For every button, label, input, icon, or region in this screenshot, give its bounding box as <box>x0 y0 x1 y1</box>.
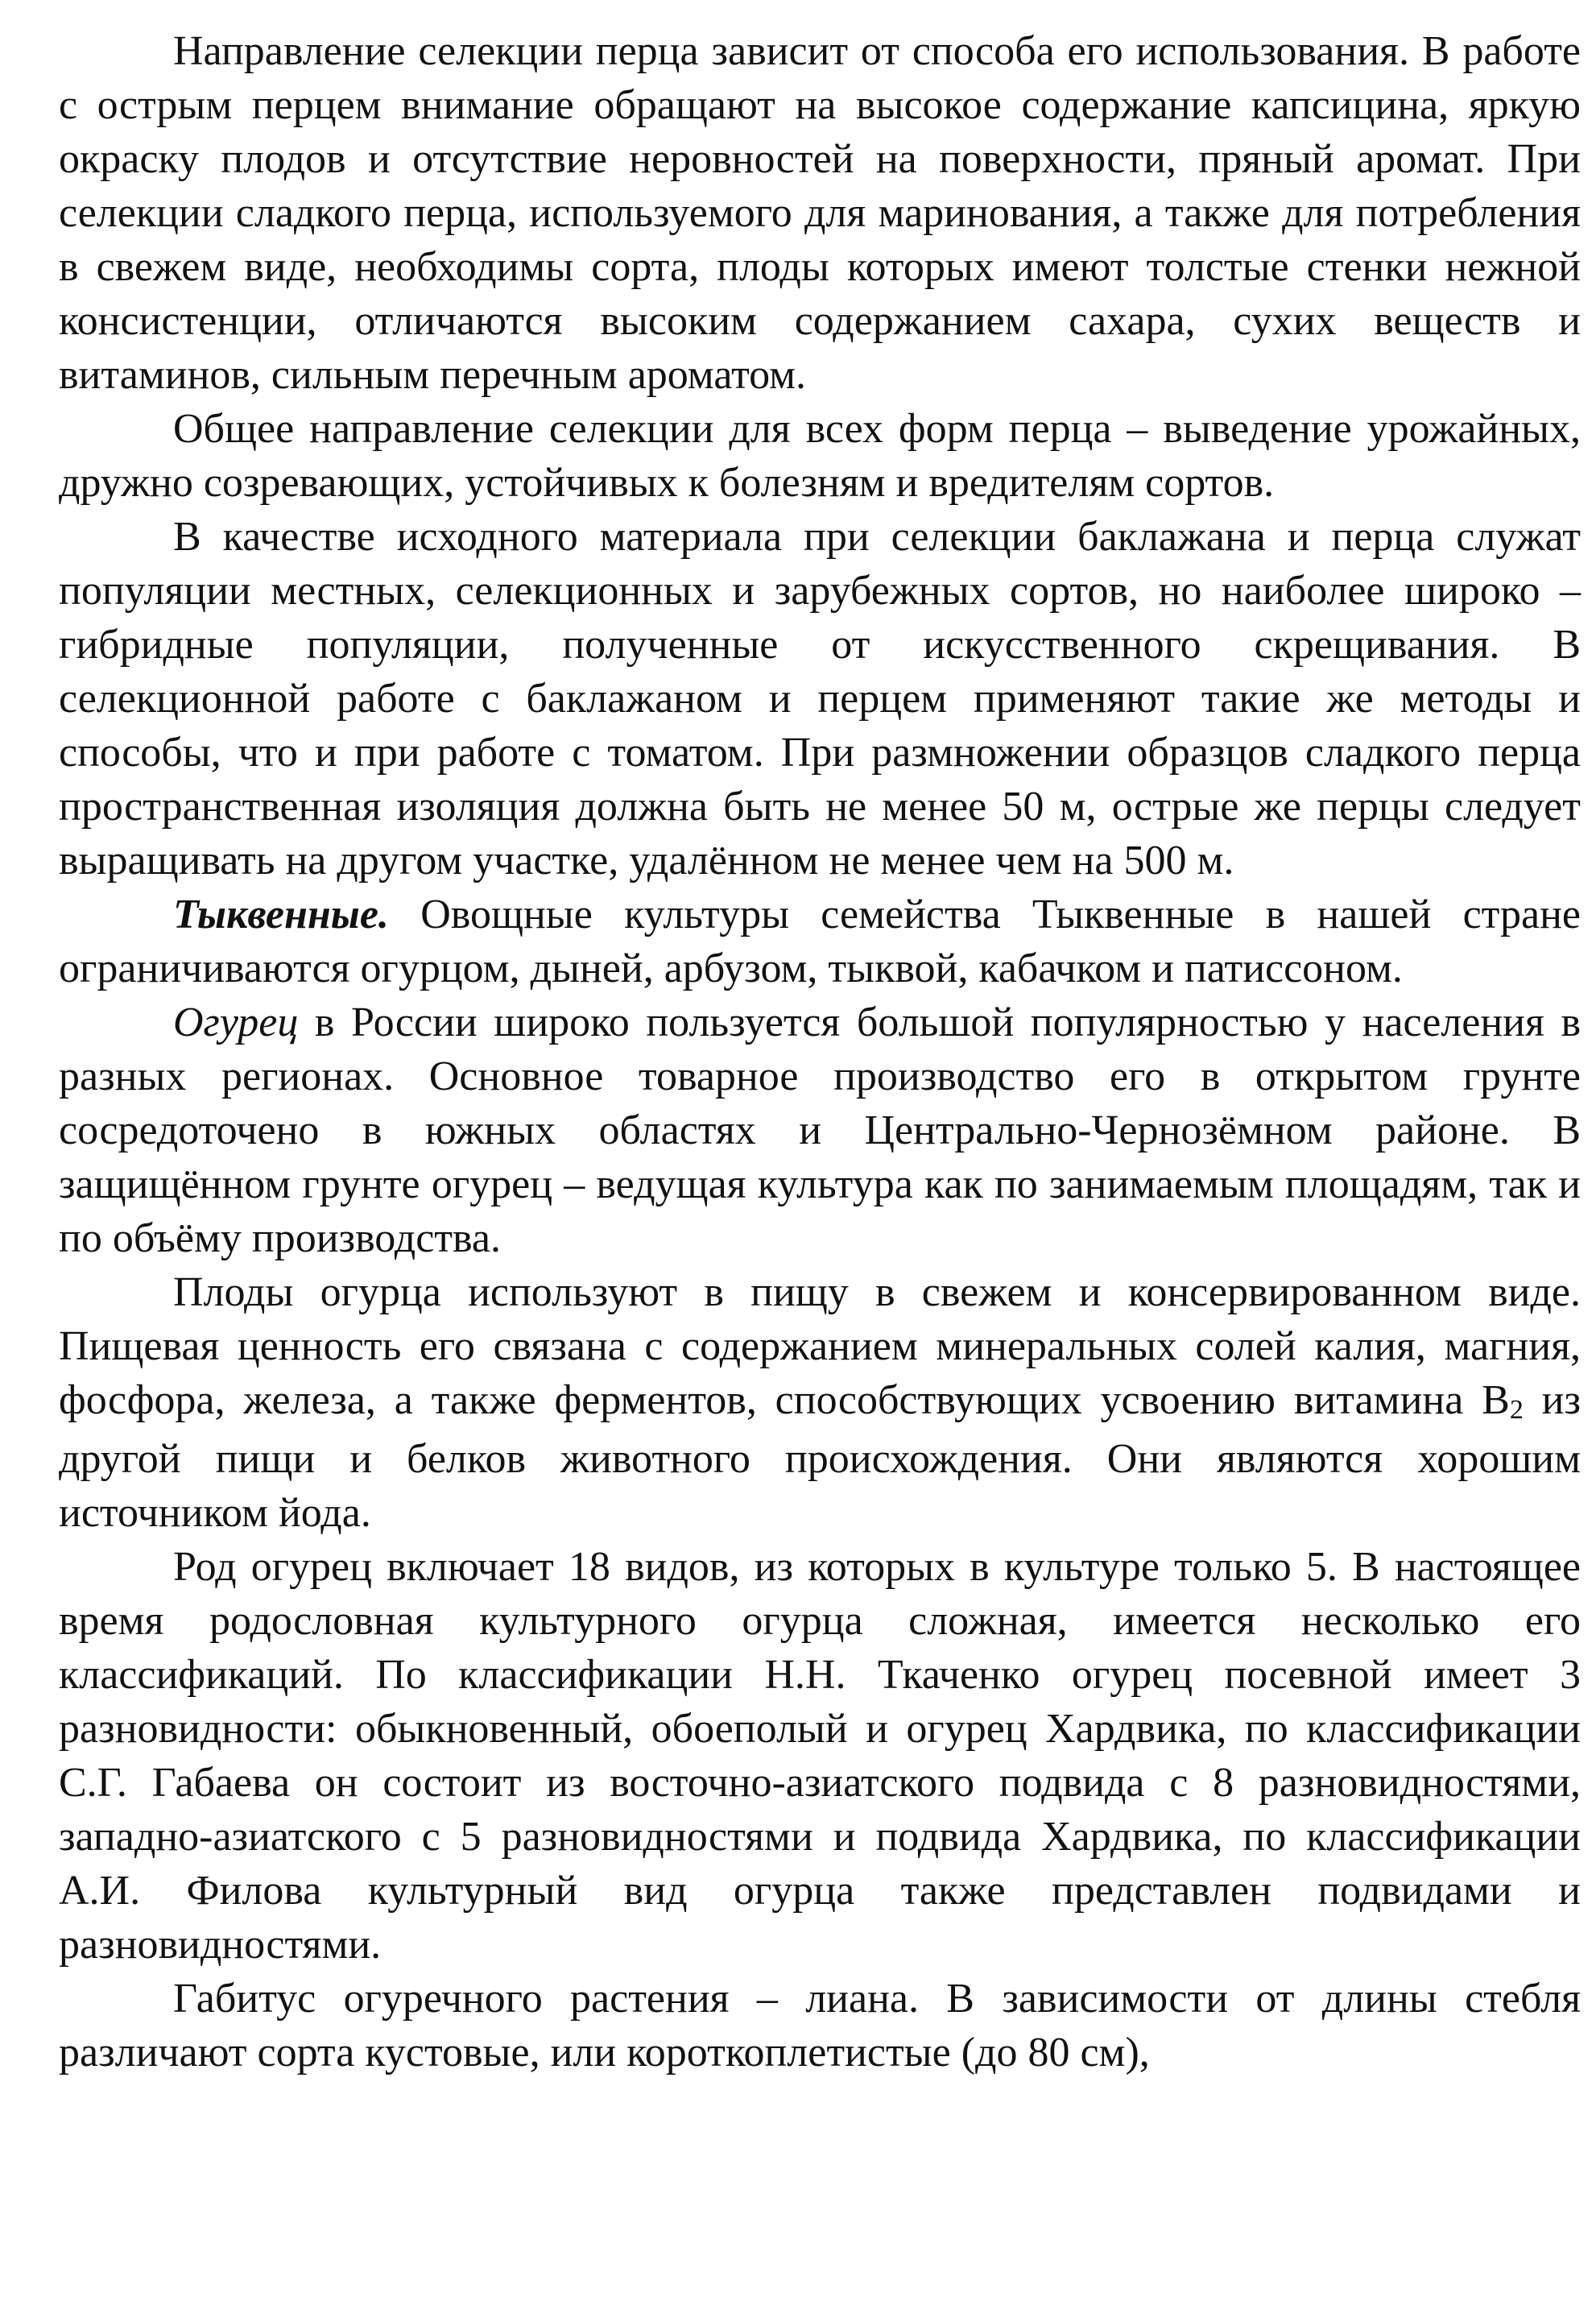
paragraph-text: Род огурец включает 18 видов, из которых в культуре только 5. В настоящее время родословная культурного огурца сложная, имеется несколько его классификаций. По классификации Н.Н. Ткаченко огурец посевной имеет 3 разновидности: обыкновенный, обоеполый и огурец Хардвика, по классификации С.Г. Габаева он состоит из восточно-азиатского подвида с 8 разновидностями, западно-азиатского с 5 разновидностями и подвида Хардвика, по классификации А.И. Филова культурный вид огурца также представлен подвидами и разновидностями. <box>59 1544 1581 1968</box>
paragraph-text: в России широко пользуется большой популярностью у населения в разных регионах. Основное товарное производство его в открытом грунте сосредоточено в южных областях и Центрально-Чернозёмном районе. В защищённом грунте огурец – ведущая культура как по занимаемым площадям, так и по объёму производства. <box>59 1000 1581 1261</box>
document-page <box>59 24 1581 2080</box>
paragraph-text: Габитус огуречного растения – лиана. В зависимости от длины стебля различают сорта кустовые, или короткоплетистые (до 80 см), <box>59 1976 1581 2076</box>
paragraph-source-material <box>59 510 1581 888</box>
paragraph-general-breeding-goal <box>59 402 1581 510</box>
paragraph-cucumber-classification <box>59 1540 1581 1972</box>
paragraph-cucumber-habitus <box>59 1972 1581 2080</box>
paragraph-cucurbitaceae <box>59 888 1581 995</box>
paragraph-text: В качестве исходного материала при селекции баклажана и перца служат популяции местных, селекционных и зарубежных сортов, но наиболее широко – гибридные популяции, полученные от искусственного скрещивания. В селекционной работе с баклажаном и перцем применяют такие же методы и способы, что и при работе с томатом. При размножении образцов сладкого перца пространственная изоляция должна быть не менее 50 м, острые же перцы следует выращивать на другом участке, удалённом не менее чем на 500 м. <box>59 514 1581 884</box>
paragraph-text: из другой пищи и белков животного происхождения. Они являются хорошим источником йода. <box>59 1377 1581 1536</box>
paragraph-cucumber-popularity <box>59 995 1581 1265</box>
paragraph-text: Плоды огурца используют в пищу в свежем и консервированном виде. Пищевая ценность его связана с содержанием минеральных солей калия, магния, фосфора, железа, а также ферментов, способствующих усвоению витамина В <box>59 1269 1581 1423</box>
paragraph-text: Общее направление селекции для всех форм перца – выведение урожайных, дружно созревающих, устойчивых к болезням и вредителям сортов. <box>59 406 1581 506</box>
subscript: 2 <box>1509 1395 1524 1425</box>
paragraph-text: Овощные культуры семейства Тыквенные в нашей стране ограничиваются огурцом, дыней, арбузом, тыквой, кабачком и патиссоном. <box>59 892 1581 991</box>
paragraph-cucumber-nutrition <box>59 1265 1581 1540</box>
section-heading-cucurbitaceae: Тыквенные. <box>173 892 389 937</box>
paragraph-pepper-breeding-directions <box>59 24 1581 402</box>
paragraph-text: Направление селекции перца зависит от способа его использования. В работе с острым перцем внимание обращают на высокое содержание капсицина, яркую окраску плодов и отсутствие неровностей на поверхности, пряный аромат. При селекции сладкого перца, используемого для маринования, а также для потребления в свежем виде, необходимы сорта, плоды которых имеют толстые стенки нежной консистенции, отличаются высоким содержанием сахара, сухих веществ и витаминов, сильным перечным ароматом. <box>59 28 1581 398</box>
term-cucumber: Огурец <box>173 1000 299 1045</box>
